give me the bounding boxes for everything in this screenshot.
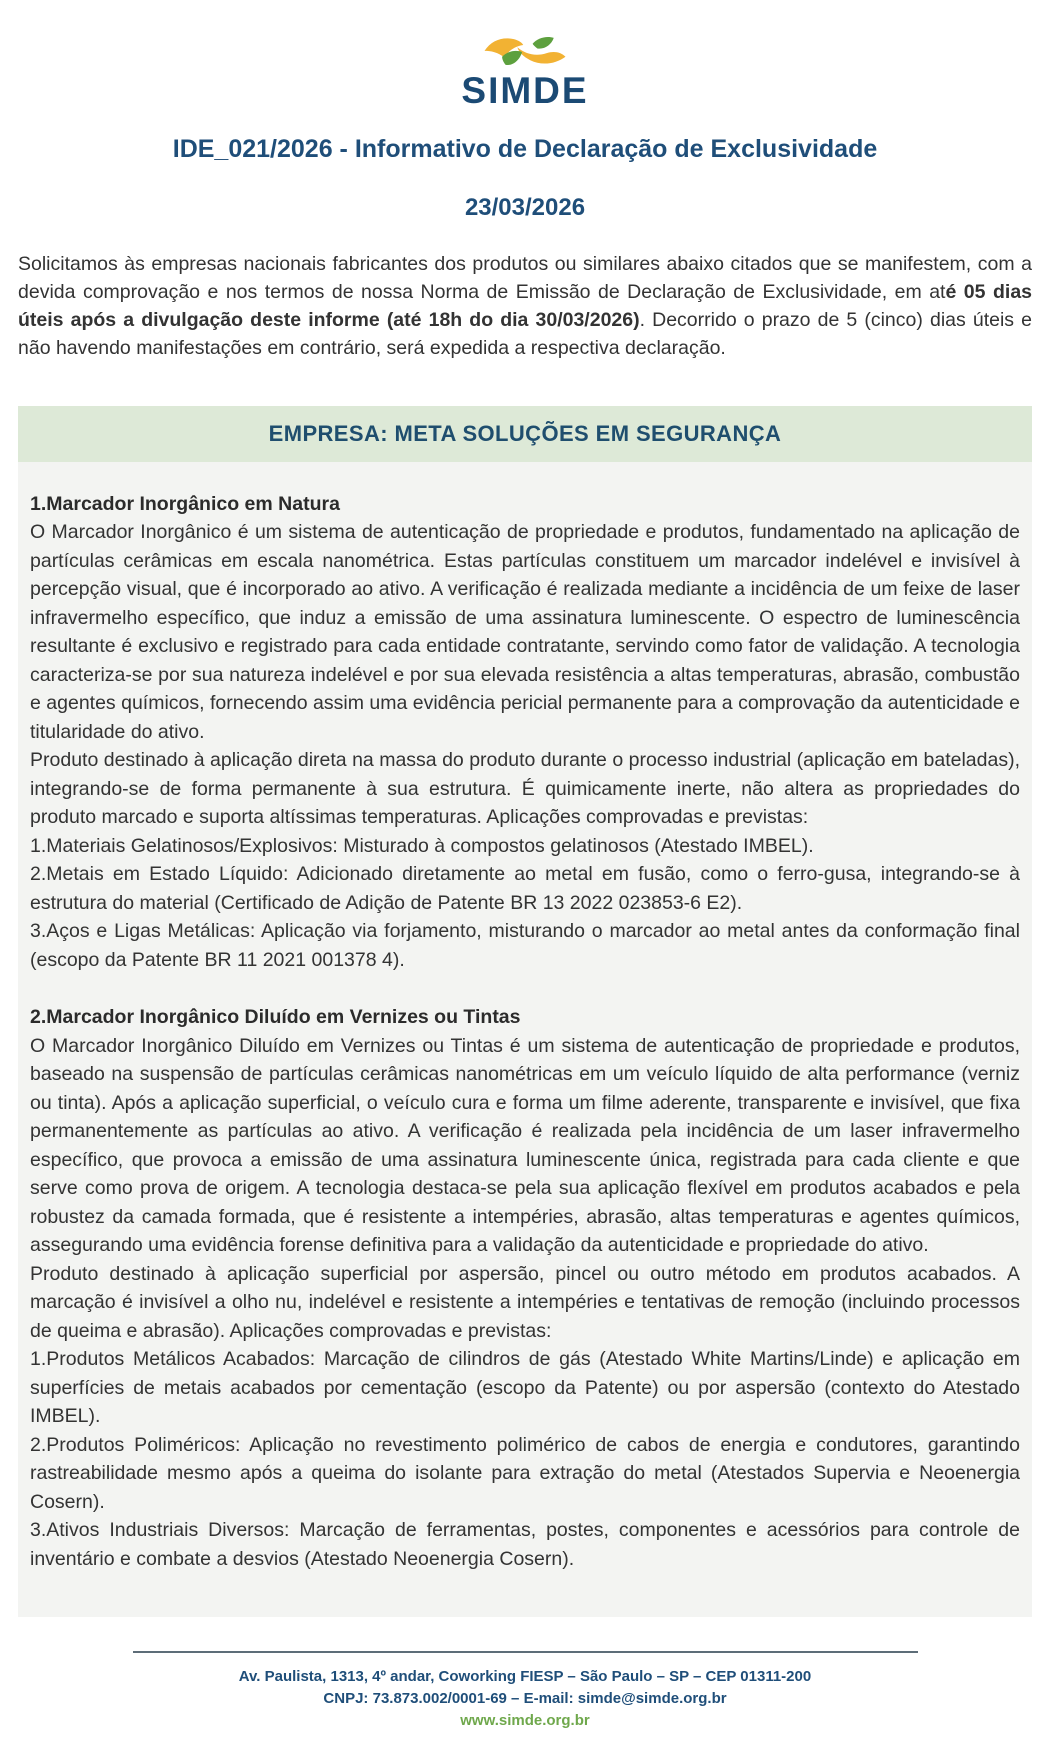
intro-text-deadline: é 05 dias úteis após a divulgação deste informe (até 18h do dia 30/03/2026) [18, 280, 1033, 331]
list-item: 3.Ativos Industriais Diversos: Marcação de ferramentas, postes, componentes e acessórios para controle de inventário e combate a desvios (Atestado Neoenergia Cosern). [30, 1519, 1020, 1570]
paragraph: Produto destinado à aplicação direta na massa do produto durante o processo industrial (aplicação em bateladas), integrando-se de forma permanente à sua estrutura. É quimicamente inerte, não altera as propriedades do produto marcado e suporta altíssimas temperaturas. Aplicações comprovadas e previstas: [30, 749, 1020, 829]
section-marcador-natura [30, 490, 1020, 975]
list-item: 1.Produtos Metálicos Acabados: Marcação de cilindros de gás (Atestado White Martins/Linde) e aplicação em superfícies de metais acabados por cementação (escopo da Patente) ou por aspersão (contexto do Atestado IMBEL). [30, 1348, 1020, 1428]
footer-website-link[interactable]: www.simde.org.br [460, 1712, 590, 1730]
logo-block [0, 0, 1050, 111]
section-marcador-diluido [30, 1003, 1020, 1573]
intro-text-end: . Decorrido o prazo de 5 (cinco) dias úteis e não havendo manifestações em contrário, será expedida a respectiva declaração. [18, 308, 1032, 359]
list-item: 1.Materiais Gelatinosos/Explosivos: Misturado à compostos gelatinosos (Atestado IMBEL). [30, 834, 814, 857]
section-heading: 2.Marcador Inorgânico Diluído em Vernizes ou Tintas [30, 1006, 521, 1029]
list-item: 2.Produtos Poliméricos: Aplicação no revestimento polimérico de cabos de energia e condutores, garantindo rastreabilidade mesmo após a queima do isolante para extração do metal (Atestados Supervia e Neoenergia Cosern). [30, 1433, 1020, 1513]
section-heading: 1.Marcador Inorgânico em Natura [30, 492, 340, 515]
intro-paragraph [18, 250, 1032, 362]
company-banner-label: EMPRESA: META SOLUÇÕES EM SEGURANÇA [268, 420, 782, 446]
company-banner [18, 406, 1032, 462]
footer-cnpj-email: CNPJ: 73.873.002/0001-69 – E-mail: simde@simde.org.br [323, 1690, 727, 1708]
document-date: 23/03/2026 [464, 193, 586, 221]
content-panel [18, 462, 1032, 1618]
simde-logo-wordmark: SIMDE [461, 70, 589, 111]
list-item: 2.Metais em Estado Líquido: Adicionado diretamente ao metal em fusão, como o ferro-gusa, integrando-se à estrutura do material (Certificado de Adição de Patente BR 13 2022 023853-6 E2). [30, 863, 1020, 914]
footer [0, 1651, 1050, 1732]
list-item: 3.Aços e Ligas Metálicas: Aplicação via forjamento, misturando o marcador ao metal antes da conformação final (escopo da Patente BR 11 2021 001378 4). [30, 920, 1020, 971]
footer-address: Av. Paulista, 1313, 4º andar, Coworking FIESP – São Paulo – SP – CEP 01311-200 [238, 1668, 812, 1686]
simde-logo-icon [481, 34, 569, 70]
footer-divider [133, 1651, 918, 1653]
paragraph: O Marcador Inorgânico é um sistema de autenticação de propriedade e produtos, fundamentado na aplicação de partículas cerâmicas em escala nanométrica. Estas partículas constituem um marcador indelével e invisível à percepção visual, que é incorporado ao ativo. A verificação é realizada mediante a incidência de um feixe de laser infravermelho específico, que induz a emissão de uma assinatura luminescente. O espectro de luminescência resultante é exclusivo e registrado para cada entidade contratante, servindo como fator de validação. A tecnologia caracteriza-se por sua natureza indelével e por sua elevada resistência a altas temperaturas, abrasão, combustão e agentes químicos, fornecendo assim uma evidência pericial permanente para a comprovação da autenticidade e titularidade do ativo. [30, 521, 1020, 743]
paragraph: Produto destinado à aplicação superficial por aspersão, pincel ou outro método em produtos acabados. A marcação é invisível a olho nu, indelével e resistente a intempéries e tentativas de remoção (incluindo processos de queima e abrasão). Aplicações comprovadas e previstas: [30, 1262, 1020, 1342]
paragraph: O Marcador Inorgânico Diluído em Vernizes ou Tintas é um sistema de autenticação de propriedade e produtos, baseado na suspensão de partículas cerâmicas nanométricas em um veículo líquido de alta performance (verniz ou tinta). Após a aplicação superficial, o veículo cura e forma um filme aderente, transparente e invisível, que fixa permanentemente as partículas ao ativo. A verificação é realizada pela incidência de um laser infravermelho específico, que provoca a emissão de uma assinatura luminescente única, registrada para cada cliente e que serve como prova de origem. A tecnologia destaca-se pela sua aplicação flexível em produtos acabados e pela robustez da camada formada, que é resistente a intempéries, abrasão, altas temperaturas e agentes químicos, assegurando uma evidência forense definitiva para a validação da autenticidade e propriedade do ativo. [30, 1034, 1020, 1257]
intro-text-start: Solicitamos às empresas nacionais fabricantes dos produtos ou similares abaixo citados que se manifestem, com a devida comprovação e nos termos de nossa Norma de Emissão de Declaração de Exclusividade, em at [18, 252, 1032, 303]
document-title: IDE_021/2026 - Informativo de Declaração de Exclusividade [172, 134, 878, 163]
